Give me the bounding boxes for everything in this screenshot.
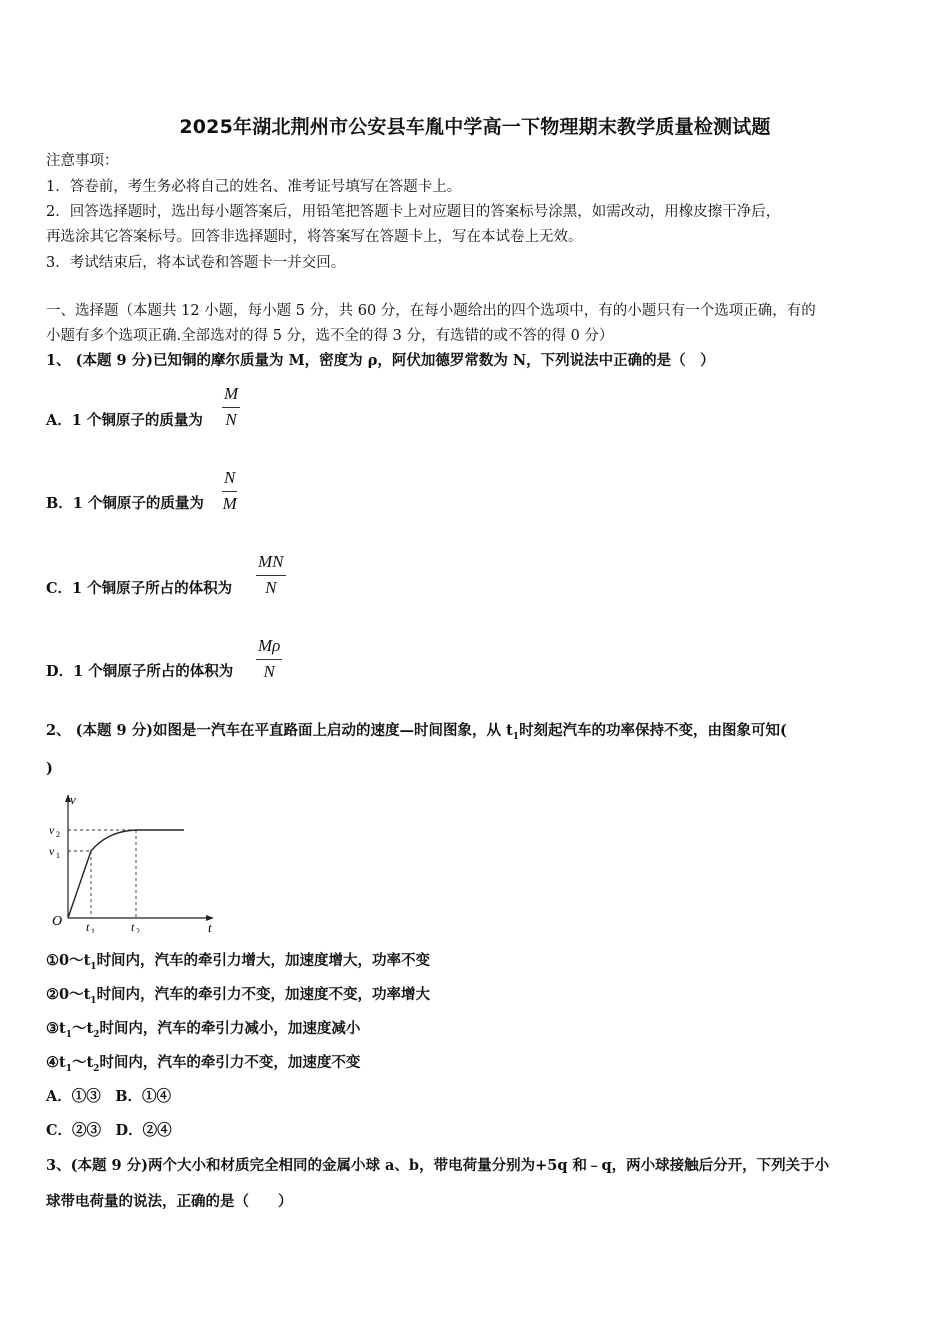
s1-part-c: 时间内，汽车的牵引力增大，加速度增大，功率不变 — [96, 952, 431, 969]
question-2-stem-line-2: ) — [46, 760, 53, 777]
velocity-curve — [68, 830, 184, 918]
question-3-line-2: 球带电荷量的说法，正确的是（ ） — [46, 1193, 293, 1210]
q2-stem-pre: 2、 (本题 9 分)如图是一汽车在平直路面上启动的速度—时间图象，从 t — [46, 722, 513, 739]
s4-part-e: 时间内，汽车的牵引力不变，加速度不变 — [99, 1054, 361, 1071]
question-3-line-1: 3、(本题 9 分)两个大小和材质完全相同的金属小球 a、b，带电荷量分别为+5q 和﹣q，两小球接触后分开，下列关于小 — [46, 1157, 830, 1174]
q1-option-a-fraction — [222, 384, 240, 430]
denominator: M — [222, 494, 237, 513]
numerator: M — [222, 384, 240, 408]
section-1-line-2: 小题有多个选项正确.全部选对的得 5 分，选不全的得 3 分，有选错的或不答的得 0 分） — [46, 328, 614, 344]
origin-label: O — [52, 914, 63, 929]
q2-statement-4 — [46, 1054, 360, 1078]
velocity-time-graph — [44, 788, 219, 933]
numerator: Mρ — [256, 636, 282, 660]
q1-option-a: A．1 个铜原子的质量为 — [46, 412, 203, 429]
s3-subscript-2: 2 — [93, 1029, 100, 1040]
question-2-stem — [46, 722, 787, 746]
denominator: N — [263, 662, 275, 681]
s4-part-c: ～t — [71, 1054, 94, 1071]
denominator: N — [225, 410, 237, 429]
q1-option-d-fraction — [256, 636, 282, 682]
q1-option-b: B．1 个铜原子的质量为 — [46, 495, 204, 512]
s2-subscript: 1 — [90, 995, 97, 1006]
t2-label: t — [131, 920, 135, 933]
v2-subscript: 2 — [56, 830, 60, 839]
notice-item-1: 1．答卷前，考生务必将自己的姓名、准考证号填写在答题卡上。 — [46, 179, 462, 195]
section-1-line-1: 一、选择题（本题共 12 小题，每小题 5 分，共 60 分，在每小题给出的四个选项中，有的小题只有一个选项正确，有的 — [46, 303, 816, 319]
q1-option-d: D．1 个铜原子所占的体积为 — [46, 663, 234, 680]
q1-option-c: C．1 个铜原子所占的体积为 — [46, 580, 233, 597]
q1-option-c-fraction — [256, 552, 286, 598]
q2-statement-1 — [46, 952, 430, 976]
v-axis-label: v — [70, 792, 76, 807]
s3-part-e: 时间内，汽车的牵引力减小，加速度减小 — [99, 1020, 361, 1037]
q2-statement-2 — [46, 986, 430, 1010]
t1-subscript: 1 — [91, 927, 95, 933]
s3-subscript-1: 1 — [65, 1029, 72, 1040]
s4-part-a: ④t — [46, 1054, 66, 1071]
v2-label: v — [49, 823, 55, 837]
q2-choices-line-2: C．②③ D．②④ — [46, 1122, 172, 1139]
numerator: MN — [256, 552, 286, 576]
t-axis-label: t — [208, 920, 212, 933]
s1-part-a: ①0～t — [46, 952, 91, 969]
q1-option-b-fraction — [222, 468, 237, 514]
denominator: N — [265, 578, 277, 597]
s3-part-a: ③t — [46, 1020, 66, 1037]
t1-label: t — [86, 920, 90, 933]
s4-subscript-1: 1 — [65, 1063, 72, 1074]
v1-subscript: 1 — [56, 851, 60, 860]
s1-subscript: 1 — [90, 961, 97, 972]
q2-statement-3 — [46, 1020, 360, 1044]
s2-part-a: ②0～t — [46, 986, 91, 1003]
v1-label: v — [49, 844, 55, 858]
s2-part-c: 时间内，汽车的牵引力不变，加速度不变，功率增大 — [96, 986, 431, 1003]
q2-choices-line-1: A．①③ B．①④ — [46, 1088, 172, 1105]
q2-stem-subscript: 1 — [512, 731, 520, 742]
page-title: 2025年湖北荆州市公安县车胤中学高一下物理期末教学质量检测试题 — [179, 116, 771, 138]
t2-subscript: 2 — [136, 927, 140, 933]
q2-stem-post: 时刻起汽车的功率保持不变，由图象可知( — [519, 722, 787, 739]
s4-subscript-2: 2 — [93, 1063, 100, 1074]
question-1-stem: 1、 (本题 9 分)已知铜的摩尔质量为 M，密度为 ρ，阿伏加德罗常数为 N，下列说法中正确的是（ ） — [46, 352, 715, 369]
notice-item-2-line-1: 2．回答选择题时，选出每小题答案后，用铅笔把答题卡上对应题目的答案标号涂黑，如需改动，用橡皮擦干净后， — [46, 204, 781, 220]
notice-heading: 注意事项： — [46, 153, 119, 169]
notice-item-2-line-2: 再选涂其它答案标号。回答非选择题时，将答案写在答题卡上，写在本试卷上无效。 — [46, 229, 583, 245]
numerator: N — [222, 468, 237, 492]
s3-part-c: ～t — [71, 1020, 94, 1037]
notice-item-3: 3．考试结束后，将本试卷和答题卡一并交回。 — [46, 255, 346, 271]
